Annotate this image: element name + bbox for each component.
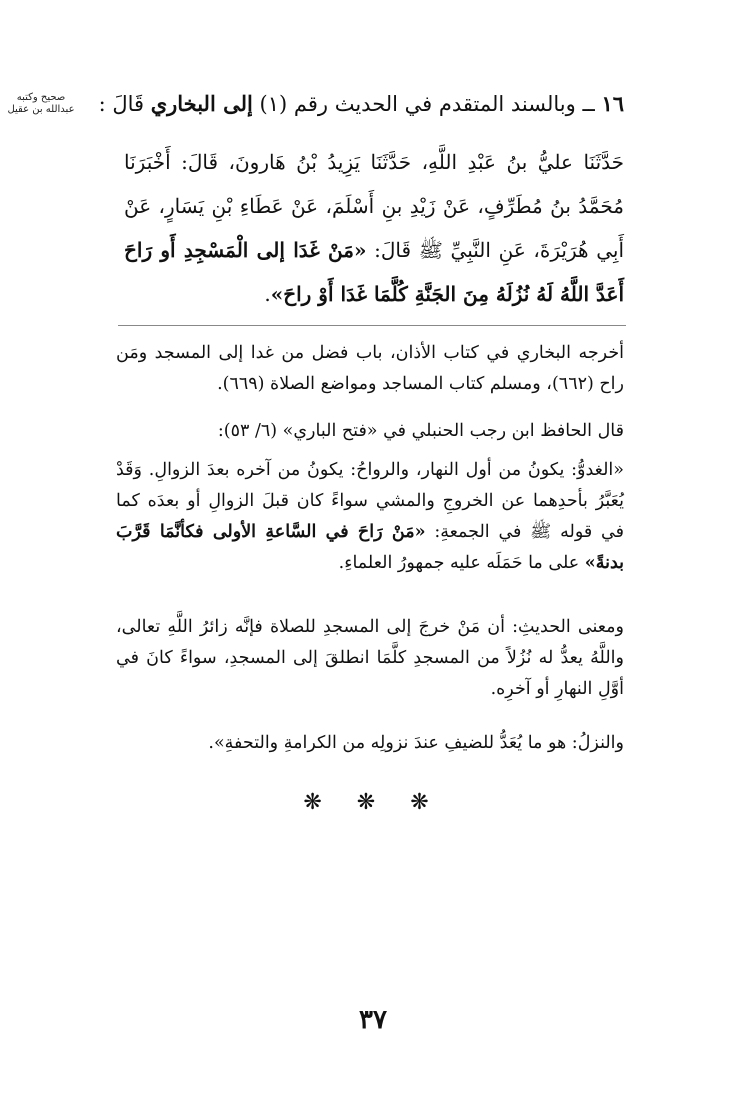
heading-bold-text: إلى البخاري bbox=[150, 91, 253, 116]
meaning-paragraph: ومعنى الحديثِ: أن مَنْ خرجَ إلى المسجدِ للصلاة فإنَّه زائرُ اللَّهِ تعالى، واللَّهُ يعدُّ له نُزُلاً من المسجدِ كلَّمَا انطلقَ إلى المسجدِ، سواءً كانَ في أوَّلِ النهارِ أو آخرِه. bbox=[116, 617, 624, 699]
heading-dash: ــ bbox=[575, 92, 602, 116]
commentary-start: «الغدوُّ: يكونُ من أول النهار، والرواحُ: يكونُ من آخره بعدَ الزوالِ. وَقَدْ يُعَبَّرُ بأحدِهما عن الخروجِ والمشي سواءً كان قبلَ الزوالِ أو بعدَه كما في قوله ﷺ في الجمعةِ: bbox=[116, 460, 624, 542]
commentary-quote: «مَنْ رَاحَ في السَّاعةِ الأولى فكأنَّمَا قَرَّبَ بدنةً» bbox=[116, 522, 624, 573]
hadith-text bbox=[124, 140, 624, 316]
hadith-number: ١٦ bbox=[601, 91, 624, 116]
hadith-chain: حَدَّثَنَا عليُّ بنُ عَبْدِ اللَّهِ، حَدَّثَنَا يَزِيدُ بْنُ هَارونَ، قَالَ: أَخْبَرَنَا مُحَمَّدُ بنُ مُطَرِّفٍ، عَنْ زَيْدِ بنِ أَسْلَمَ، عَنْ عَطَاءِ بْنِ يَسَارٍ، عَنْ أَبِي هُرَيْرَةَ، عَنِ النَّبِيِّ ﷺ قَالَ: bbox=[124, 150, 625, 262]
hadith-end: . bbox=[264, 282, 271, 306]
hadith-heading bbox=[84, 88, 624, 120]
page-number: ٣٧ bbox=[359, 1005, 387, 1035]
definition-paragraph: والنزلُ: هو ما يُعَدُّ للضيفِ عندَ نزولِه من الكرامةِ والتحفةِ». bbox=[208, 733, 624, 753]
hadith-quote: «مَنْ غَدَا إلى الْمَسْجِدِ أَو رَاحَ أَعَدَّ اللَّهُ لَهُ نُزُلَهُ مِنَ الجَنَّةِ كُلَّمَا غَدَا أَوْ راحَ» bbox=[124, 238, 624, 306]
heading-text: وبالسند المتقدم في الحديث رقم (١) bbox=[252, 92, 576, 116]
takhrij-paragraph: أخرجه البخاري في كتاب الأذان، باب فضل من غدا إلى المسجد ومَن راح (٦٦٢)، ومسلم كتاب المساجد ومواضع الصلاة (٦٦٩). bbox=[116, 343, 624, 394]
handwritten-margin-note: صحيح وكتبه عبدالله بن عقيل bbox=[7, 92, 75, 115]
section-separator: ❋ ❋ ❋ bbox=[303, 790, 443, 815]
divider-line bbox=[118, 325, 626, 326]
heading-tail: قَالَ : bbox=[98, 92, 151, 116]
commentary-end: على ما حَمَلَه عليه جمهورُ العلماءِ. bbox=[338, 553, 585, 573]
commentary-paragraph bbox=[116, 455, 624, 579]
commentary-intro: قال الحافظ ابن رجب الحنبلي في «فتح الباري» (٦/ ٥٣): bbox=[217, 421, 624, 441]
